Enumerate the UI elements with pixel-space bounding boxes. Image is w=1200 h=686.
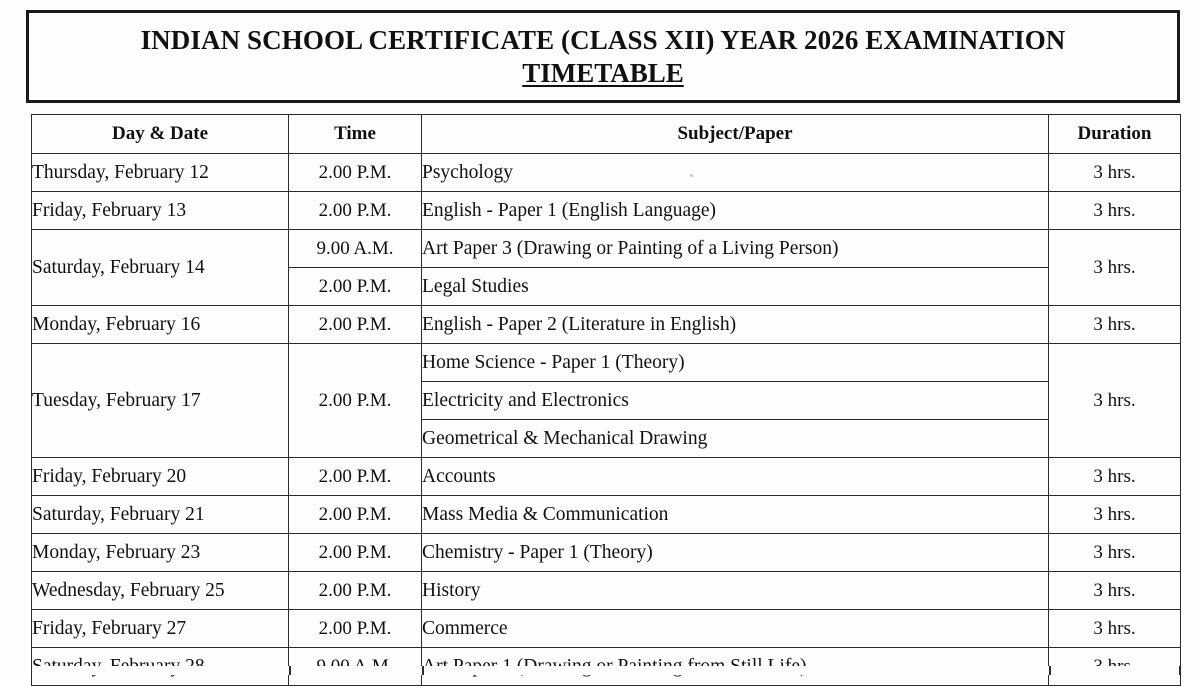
table-row	[32, 534, 1181, 572]
cell-time: 2.00 P.M.	[289, 306, 422, 344]
table-row	[32, 610, 1181, 648]
table-row	[32, 458, 1181, 496]
table-header	[32, 115, 1181, 154]
document-title-box	[26, 10, 1180, 103]
cell-duration: 3 hrs.	[1049, 610, 1181, 648]
cell-subject-paper: History	[422, 572, 1049, 610]
cell-subject-paper: Geometrical & Mechanical Drawing	[422, 420, 1049, 458]
cell-duration: 3 hrs.	[1049, 534, 1181, 572]
page-title-line-1: INDIAN SCHOOL CERTIFICATE (CLASS XII) YEAR 2026 EXAMINATION	[140, 25, 1066, 56]
clipped-divider-2	[422, 666, 424, 675]
cell-day-date: Wednesday, February 25	[32, 572, 289, 610]
cell-day-date: Monday, February 23	[32, 534, 289, 572]
cell-day-date: Friday, February 27	[32, 610, 289, 648]
cell-duration: 3 hrs.	[1049, 192, 1181, 230]
cell-subject-paper: Legal Studies	[422, 268, 1049, 306]
cell-day-date: Saturday, February 21	[32, 496, 289, 534]
cell-duration: 3 hrs.	[1049, 496, 1181, 534]
cell-subject-paper: Chemistry - Paper 1 (Theory)	[422, 534, 1049, 572]
cell-subject-paper: Art Paper 3 (Drawing or Painting of a Living Person)	[422, 230, 1049, 268]
cell-time: 2.00 P.M.	[289, 572, 422, 610]
clipped-next-row	[31, 666, 1180, 675]
cell-day-date: Thursday, February 12	[32, 154, 289, 192]
column-header-subject-paper: Subject/Paper	[422, 115, 1049, 154]
cell-day-date: Saturday, February 14	[32, 230, 289, 306]
clipped-divider-1	[289, 666, 291, 675]
cell-duration: 3 hrs.	[1049, 572, 1181, 610]
cell-duration: 3 hrs.	[1049, 154, 1181, 192]
column-header-time: Time	[289, 115, 422, 154]
table-body	[32, 154, 1181, 686]
cell-duration: 3 hrs.	[1049, 344, 1181, 458]
cell-duration: 3 hrs.	[1049, 458, 1181, 496]
cell-time: 2.00 P.M.	[289, 344, 422, 458]
table-row	[32, 572, 1181, 610]
cell-duration: 3 hrs.	[1049, 230, 1181, 306]
cell-time: 2.00 P.M.	[289, 154, 422, 192]
cell-subject-paper: Psychology	[422, 154, 1049, 192]
table-row	[32, 154, 1181, 192]
column-header-day-date: Day & Date	[32, 115, 289, 154]
cell-time: 2.00 P.M.	[289, 192, 422, 230]
column-header-duration: Duration	[1049, 115, 1181, 154]
cell-time: 9.00 A.M.	[289, 230, 422, 268]
cell-time: 2.00 P.M.	[289, 496, 422, 534]
timetable-container	[31, 114, 1180, 686]
cell-time: 2.00 P.M.	[289, 268, 422, 306]
cell-subject-paper: Electricity and Electronics	[422, 382, 1049, 420]
cell-subject-paper: Home Science - Paper 1 (Theory)	[422, 344, 1049, 382]
scan-artifact-dot	[690, 174, 693, 177]
page-title-line-2: TIMETABLE	[522, 58, 684, 88]
table-row	[32, 230, 1181, 268]
header-row	[32, 115, 1181, 154]
cell-duration: 3 hrs.	[1049, 306, 1181, 344]
cell-day-date: Tuesday, February 17	[32, 344, 289, 458]
cell-subject-paper: English - Paper 1 (English Language)	[422, 192, 1049, 230]
cell-subject-paper: Accounts	[422, 458, 1049, 496]
cell-day-date: Friday, February 13	[32, 192, 289, 230]
table-row	[32, 306, 1181, 344]
cell-day-date: Monday, February 16	[32, 306, 289, 344]
table-row	[32, 344, 1181, 382]
table-row	[32, 192, 1181, 230]
table-row	[32, 496, 1181, 534]
cell-time: 2.00 P.M.	[289, 610, 422, 648]
cell-time: 2.00 P.M.	[289, 458, 422, 496]
cell-day-date: Friday, February 20	[32, 458, 289, 496]
cell-subject-paper: English - Paper 2 (Literature in English)	[422, 306, 1049, 344]
cell-subject-paper: Mass Media & Communication	[422, 496, 1049, 534]
examination-timetable	[31, 114, 1181, 686]
clipped-divider-3	[1049, 666, 1051, 675]
cell-time: 2.00 P.M.	[289, 534, 422, 572]
cell-subject-paper: Commerce	[422, 610, 1049, 648]
